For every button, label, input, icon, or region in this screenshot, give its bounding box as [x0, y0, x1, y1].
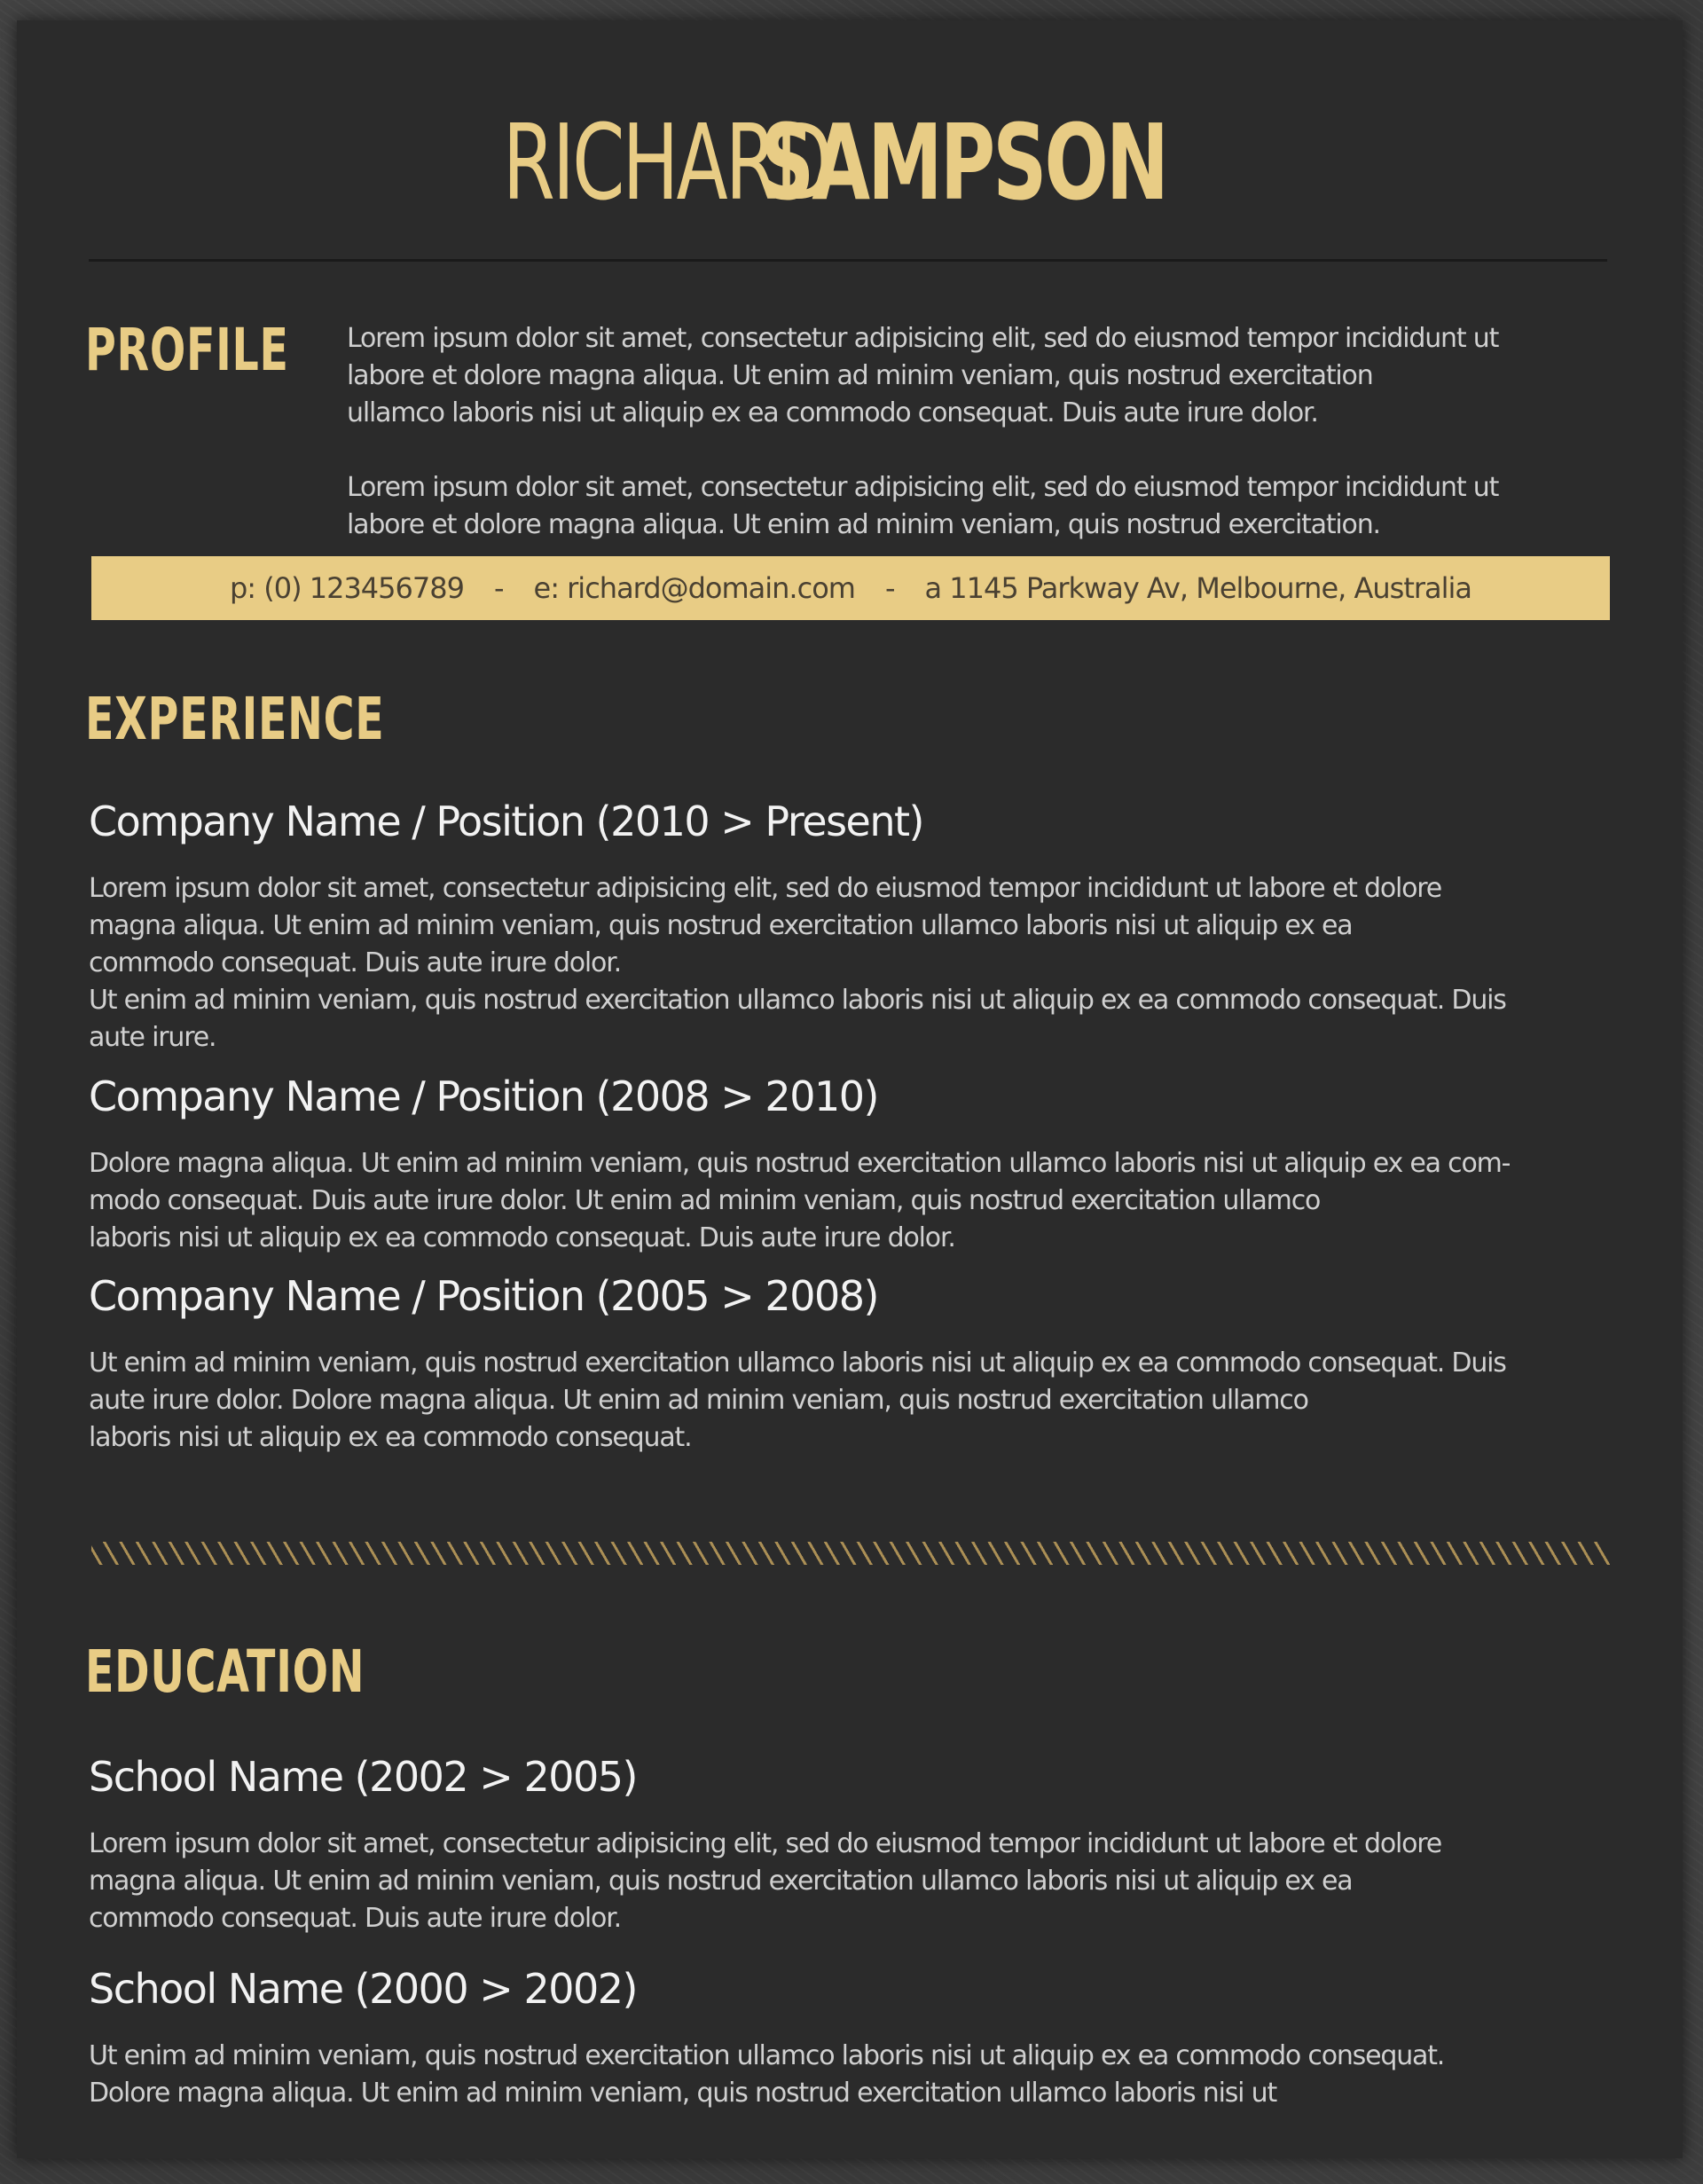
education-entry-title: School Name (2002 > 2005) [89, 1753, 637, 1801]
profile-paragraph: Lorem ipsum dolor sit amet, consectetur adipisicing elit, sed do eiusmod tempor incididunt ut labore et dolore magna aliqua. Ut enim ad minim veniam, quis nostrud exercitation. [347, 472, 1499, 540]
last-name: SAMPSON [759, 101, 1166, 224]
experience-entry-body: Dolore magna aliqua. Ut enim ad minim veniam, quis nostrud exercitation ullamco laboris nisi ut aliquip ex ea com- modo consequat. Duis aute irure dolor. Ut enim ad minim veniam, quis nostrud exercitation ullamco laboris nisi ut aliquip ex ea commodo consequat. Duis aute irure dolor. [89, 1148, 1511, 1253]
profile-text [347, 320, 1606, 544]
resume-name [17, 101, 1683, 224]
contact-email: e: richard@domain.com [533, 571, 855, 605]
education-heading: EDUCATION [85, 1638, 365, 1706]
experience-entry-body: Ut enim ad minim veniam, quis nostrud exercitation ullamco laboris nisi ut aliquip ex ea commodo consequat. Duis aute irure dolor. Dolore magna aliqua. Ut enim ad minim veniam, quis nostrud exercitation ullamco laboris nisi ut aliquip ex ea commodo consequat. [89, 1347, 1506, 1453]
profile-heading: PROFILE [85, 316, 289, 384]
profile-paragraph: Lorem ipsum dolor sit amet, consectetur adipisicing elit, sed do eiusmod tempor incididunt ut labore et dolore magna aliqua. Ut enim ad minim veniam, quis nostrud exercitation ullamco laboris nisi ut aliquip ex ea commodo consequat. Duis aute irure dolor. [347, 323, 1499, 428]
contact-separator: - [493, 571, 504, 605]
resume-page [17, 20, 1683, 2158]
contact-phone: p: (0) 123456789 [229, 571, 464, 605]
first-name: RICHARD [502, 101, 831, 224]
header-divider [89, 259, 1607, 262]
experience-entry-title: Company Name / Position (2010 > Present) [89, 797, 923, 845]
education-entry-body: Lorem ipsum dolor sit amet, consectetur adipisicing elit, sed do eiusmod tempor incididunt ut labore et dolore magna aliqua. Ut enim ad minim veniam, quis nostrud exercitation ullamco laboris nisi ut aliquip ex ea commodo consequat. Duis aute irure dolor. [89, 1828, 1442, 1934]
experience-entry-title: Company Name / Position (2005 > 2008) [89, 1272, 878, 1320]
contact-separator: - [884, 571, 895, 605]
experience-heading: EXPERIENCE [85, 685, 385, 753]
education-entry-title: School Name (2000 > 2002) [89, 1965, 637, 2013]
experience-entry-body: Lorem ipsum dolor sit amet, consectetur adipisicing elit, sed do eiusmod tempor incididunt ut labore et dolore magna aliqua. Ut enim ad minim veniam, quis nostrud exercitation ullamco laboris nisi ut aliquip ex ea commodo consequat. Duis aute irure dolor. Ut enim ad minim veniam, quis nostrud exercitation ullamco laboris nisi ut aliquip ex ea commodo consequat. Duis aute irure. [89, 873, 1506, 1053]
education-entry-body: Ut enim ad minim veniam, quis nostrud exercitation ullamco laboris nisi ut aliquip ex ea commodo consequat. Dolore magna aliqua. Ut enim ad minim veniam, quis nostrud exercitation ullamco laboris nisi ut [89, 2040, 1445, 2109]
section-divider-zigzag [91, 1542, 1610, 1565]
contact-bar [91, 556, 1610, 620]
contact-address: a 1145 Parkway Av, Melbourne, Australia [924, 571, 1472, 605]
experience-entry-title: Company Name / Position (2008 > 2010) [89, 1072, 878, 1120]
